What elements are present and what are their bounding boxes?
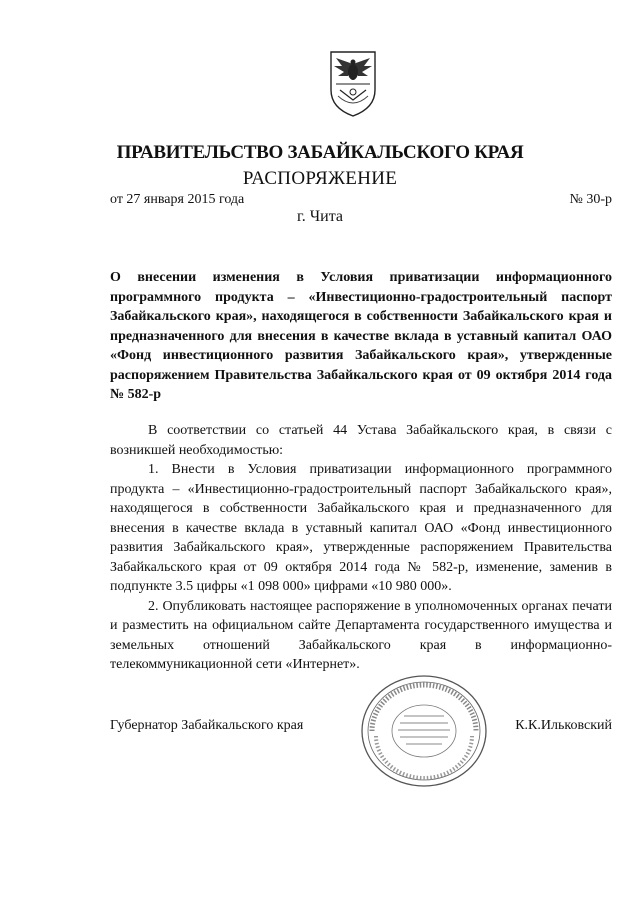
document-city: г. Чита xyxy=(296,208,343,225)
item-1-paragraph: 1. Внести в Условия приватизации информационного программного продукта – «Инвестиционно-градостроительный паспорт Забайкальского края», находящегося в собственности Забайкальского края и предназначенного для внесения в качестве вклада в уставный капитал ОАО «Фонд инвестиционного развития Забайкальского края», утвержденные распоряжением Правительства Забайкальского края от 09 октября 2014 года № 582-р, изменение, заменив в подпункте 3.5 цифры «1 098 000» цифрами «10 980 000». xyxy=(110,462,612,594)
document-number: № 30-р xyxy=(569,192,612,207)
government-title: ПРАВИТЕЛЬСТВО ЗАБАЙКАЛЬСКОГО КРАЯ xyxy=(116,142,524,163)
document-date: от 27 января 2015 года xyxy=(110,192,245,207)
official-stamp xyxy=(358,672,490,790)
document-subject: О внесении изменения в Условия приватизации информационного программного продукта – «Инвестиционно-градостроительный паспорт Забайкальского края», находящегося в собственности Забайкальского края и предназначенного для внесения в качестве вклада в уставный капитал ОАО «Фонд инвестиционного развития Забайкальского края», утвержденные распоряжением Правительства Забайкальского края от 09 октября 2014 года № 582-р xyxy=(110,270,612,402)
item-2-paragraph: 2. Опубликовать настоящее распоряжение в уполномоченных органах печати и разместить на официальном сайте Департамента государственного имущества и земельных отношений Забайкальского края в информационно-телекоммуникационной сети «Интернет». xyxy=(110,598,612,672)
coat-of-arms-emblem xyxy=(326,50,380,118)
signer-position: Губернатор Забайкальского края xyxy=(110,718,304,733)
document-body xyxy=(110,421,612,675)
preamble-paragraph: В соответствии со статьей 44 Устава Забайкальского края, в связи с возникшей необходимостью: xyxy=(110,423,612,458)
signer-name: К.К.Ильковский xyxy=(515,718,612,733)
document-type: РАСПОРЯЖЕНИЕ xyxy=(242,168,398,189)
